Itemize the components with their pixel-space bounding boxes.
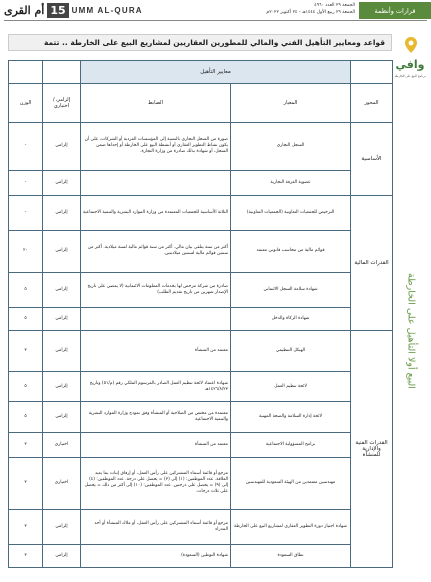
criterion-cell: قوائم مالية من محاسب قانوني معتمد <box>231 231 351 273</box>
weight-cell: ٥ <box>9 372 43 401</box>
criterion-cell: لائحة إدارة السلامة والصحة المهنية <box>231 401 351 432</box>
sidebar-branding <box>393 28 429 568</box>
weight-cell: ٥ <box>9 308 43 331</box>
table-super-header: معايير التأهيل <box>81 61 351 84</box>
criteria-table-container <box>8 60 392 568</box>
category-cell: القدرات المالية <box>351 195 393 330</box>
criterion-cell: الهيكل التنظيمي <box>231 330 351 372</box>
category-cell: الأساسية <box>351 123 393 196</box>
vertical-banner-text: البيع أولا التأهيل على الخارطة <box>405 273 417 389</box>
control-cell: معتمدة من مختص من الصلاحية أو المنشأة وفق نموذج وزارة الموارد البشرية والتنمية الاجتماعية <box>81 401 231 432</box>
criterion-cell: شهادة سلامة السجل الائتماني <box>231 272 351 307</box>
category-cell: القدرات الفنية والإدارية للمنشأة <box>351 330 393 567</box>
column-header-control: الضابط <box>81 84 231 123</box>
criteria-table <box>8 60 393 568</box>
required-cell: إلزامي <box>43 123 81 171</box>
required-cell: إلزامي <box>43 195 81 230</box>
required-cell: إلزامي <box>43 401 81 432</box>
issue-line-1: الجمعة ٢٩ العدد ٤٩٦٠ <box>314 3 355 8</box>
weight-cell: ٥ <box>9 401 43 432</box>
brand-english: UMM AL-QURA <box>71 6 143 15</box>
required-cell: إلزامي <box>43 372 81 401</box>
required-cell: اختياري <box>43 432 81 457</box>
brand-arabic: أم القرى <box>4 4 45 17</box>
weight-cell: - <box>9 123 43 171</box>
control-cell: معتمد من المنشأة <box>81 432 231 457</box>
issue-line-2: الجمعة ٢٩ ربيع الأول ١٤٤٤هـ - ٢٤ أكتوبر ٢٠٢٢م <box>266 10 355 15</box>
required-cell: إلزامي <box>43 330 81 372</box>
column-header-axis: المحور <box>351 84 393 123</box>
control-cell: صادرة من شركة مرخص لها بخدمات المعلومات الائتمانية (لا يمضي على تاريخ الإصدار شهرين من تاريخ تقديم الطلب) <box>81 272 231 307</box>
weight-cell: ٥ <box>9 272 43 307</box>
column-header-weight: الوزن <box>9 84 43 123</box>
criterion-cell: مهندسين معتمدين من الهيئة السعودية للمهندسين <box>231 457 351 509</box>
control-cell: شهادة التوطين (السعودة) <box>81 545 231 568</box>
criterion-cell: شهادة الزكاة والدخل <box>231 308 351 331</box>
header-divider <box>4 20 427 21</box>
column-header-criterion: المعيار <box>231 84 351 123</box>
page-header <box>0 0 431 21</box>
weight-cell: ٢٠ <box>9 231 43 273</box>
criterion-cell: لائحة تنظيم العمل <box>231 372 351 401</box>
control-cell: مرجع أو قائمة أسماء المشتركين على رأس العمل، أو إرفاق إثبات بما يعيد العلاقة. عدد الموظفين: (١) إلى (٣) = يحصل على درجة. عدد الموظفين: (٤) إلى (٩) = يحصل على درجتين. عدد الموظفين: (١٠) إلى أكثر من ذلك = يحصل على ثلاث درجات. <box>81 457 231 509</box>
control-cell: مرجع أو قائمة أسماء المشتركين على رأس العمل، أو ملاك المنشأة أو أحد المدراء <box>81 509 231 544</box>
required-cell: إلزامي <box>43 272 81 307</box>
required-cell: إلزامي <box>43 308 81 331</box>
control-cell <box>81 308 231 331</box>
required-cell: اختياري <box>43 457 81 509</box>
criterion-cell: شهادة اجتياز دورة التطوير العقاري لمشاريع البيع على الخارطة <box>231 509 351 544</box>
weight-cell: - <box>9 195 43 230</box>
weight-cell: ٣ <box>9 330 43 372</box>
criterion-cell: السجل التجاري <box>231 123 351 171</box>
criterion-cell: برامج المسؤولية الاجتماعية <box>231 432 351 457</box>
required-cell: إلزامي <box>43 509 81 544</box>
control-cell: الثلاثة الأساسية للجمعيات المعتمدة من وزارة الموارد البشرية والتنمية الاجتماعية <box>81 195 231 230</box>
weight-cell: ٣ <box>9 457 43 509</box>
vertical-banner <box>403 116 419 546</box>
control-cell: صورة من السجل التجاري بالنسبة إلى المؤسسات الفردية أو الشركات، على أن يكون نشاط التطوير العقاري أو أنشطة البيع على الخارطة أو إحداها ضمن السجل، أو شهادة بذلك صادرة من وزارة التجارة. <box>81 123 231 171</box>
criterion-cell: نطاق السعودة <box>231 545 351 568</box>
newspaper-brand <box>4 2 143 19</box>
logo-subtitle: برنامج البيع على الخارطة <box>394 74 426 78</box>
location-pin-icon <box>402 36 420 54</box>
control-cell: شهادة اعتماد لائحة تنظيم العمل الصادر بالمرسوم الملكي رقم (م/٥١) وتاريخ ١٤٢٦/٨/٢٣هـ <box>81 372 231 401</box>
criterion-cell: عضوية الغرفة التجارية <box>231 170 351 195</box>
weight-cell: ٣ <box>9 509 43 544</box>
required-cell: إلزامي <box>43 545 81 568</box>
weight-cell: ٣ <box>9 432 43 457</box>
criterion-cell: الترخيص للجمعيات التعاونية (الجمعيات التعاونية) <box>231 195 351 230</box>
control-cell <box>81 170 231 195</box>
page-number: 15 <box>47 3 68 18</box>
required-cell: إلزامي <box>43 231 81 273</box>
required-cell: إلزامي <box>43 170 81 195</box>
control-cell: أكثر من سنة يتلقى بيان مالي. أكثر من سنة قوائم مالية لسنة ميلادية. أكثر من سنتين قوائم مالية لسنتين ميلاديتين. <box>81 231 231 273</box>
logo-wafi: وافي <box>395 58 425 71</box>
control-cell: معتمد من المنشأة <box>81 330 231 372</box>
section-label: قرارات وأنظمة <box>359 2 431 19</box>
document-title: قواعد ومعايير التأهيل الفني والمالي للمطورين العقاريين لمشاريع البيع على الخارطة .. تتمة <box>8 34 392 51</box>
column-header-required: إلزامي / اختياري <box>43 84 81 123</box>
issue-info <box>237 2 355 19</box>
weight-cell: ٣ <box>9 545 43 568</box>
weight-cell: - <box>9 170 43 195</box>
